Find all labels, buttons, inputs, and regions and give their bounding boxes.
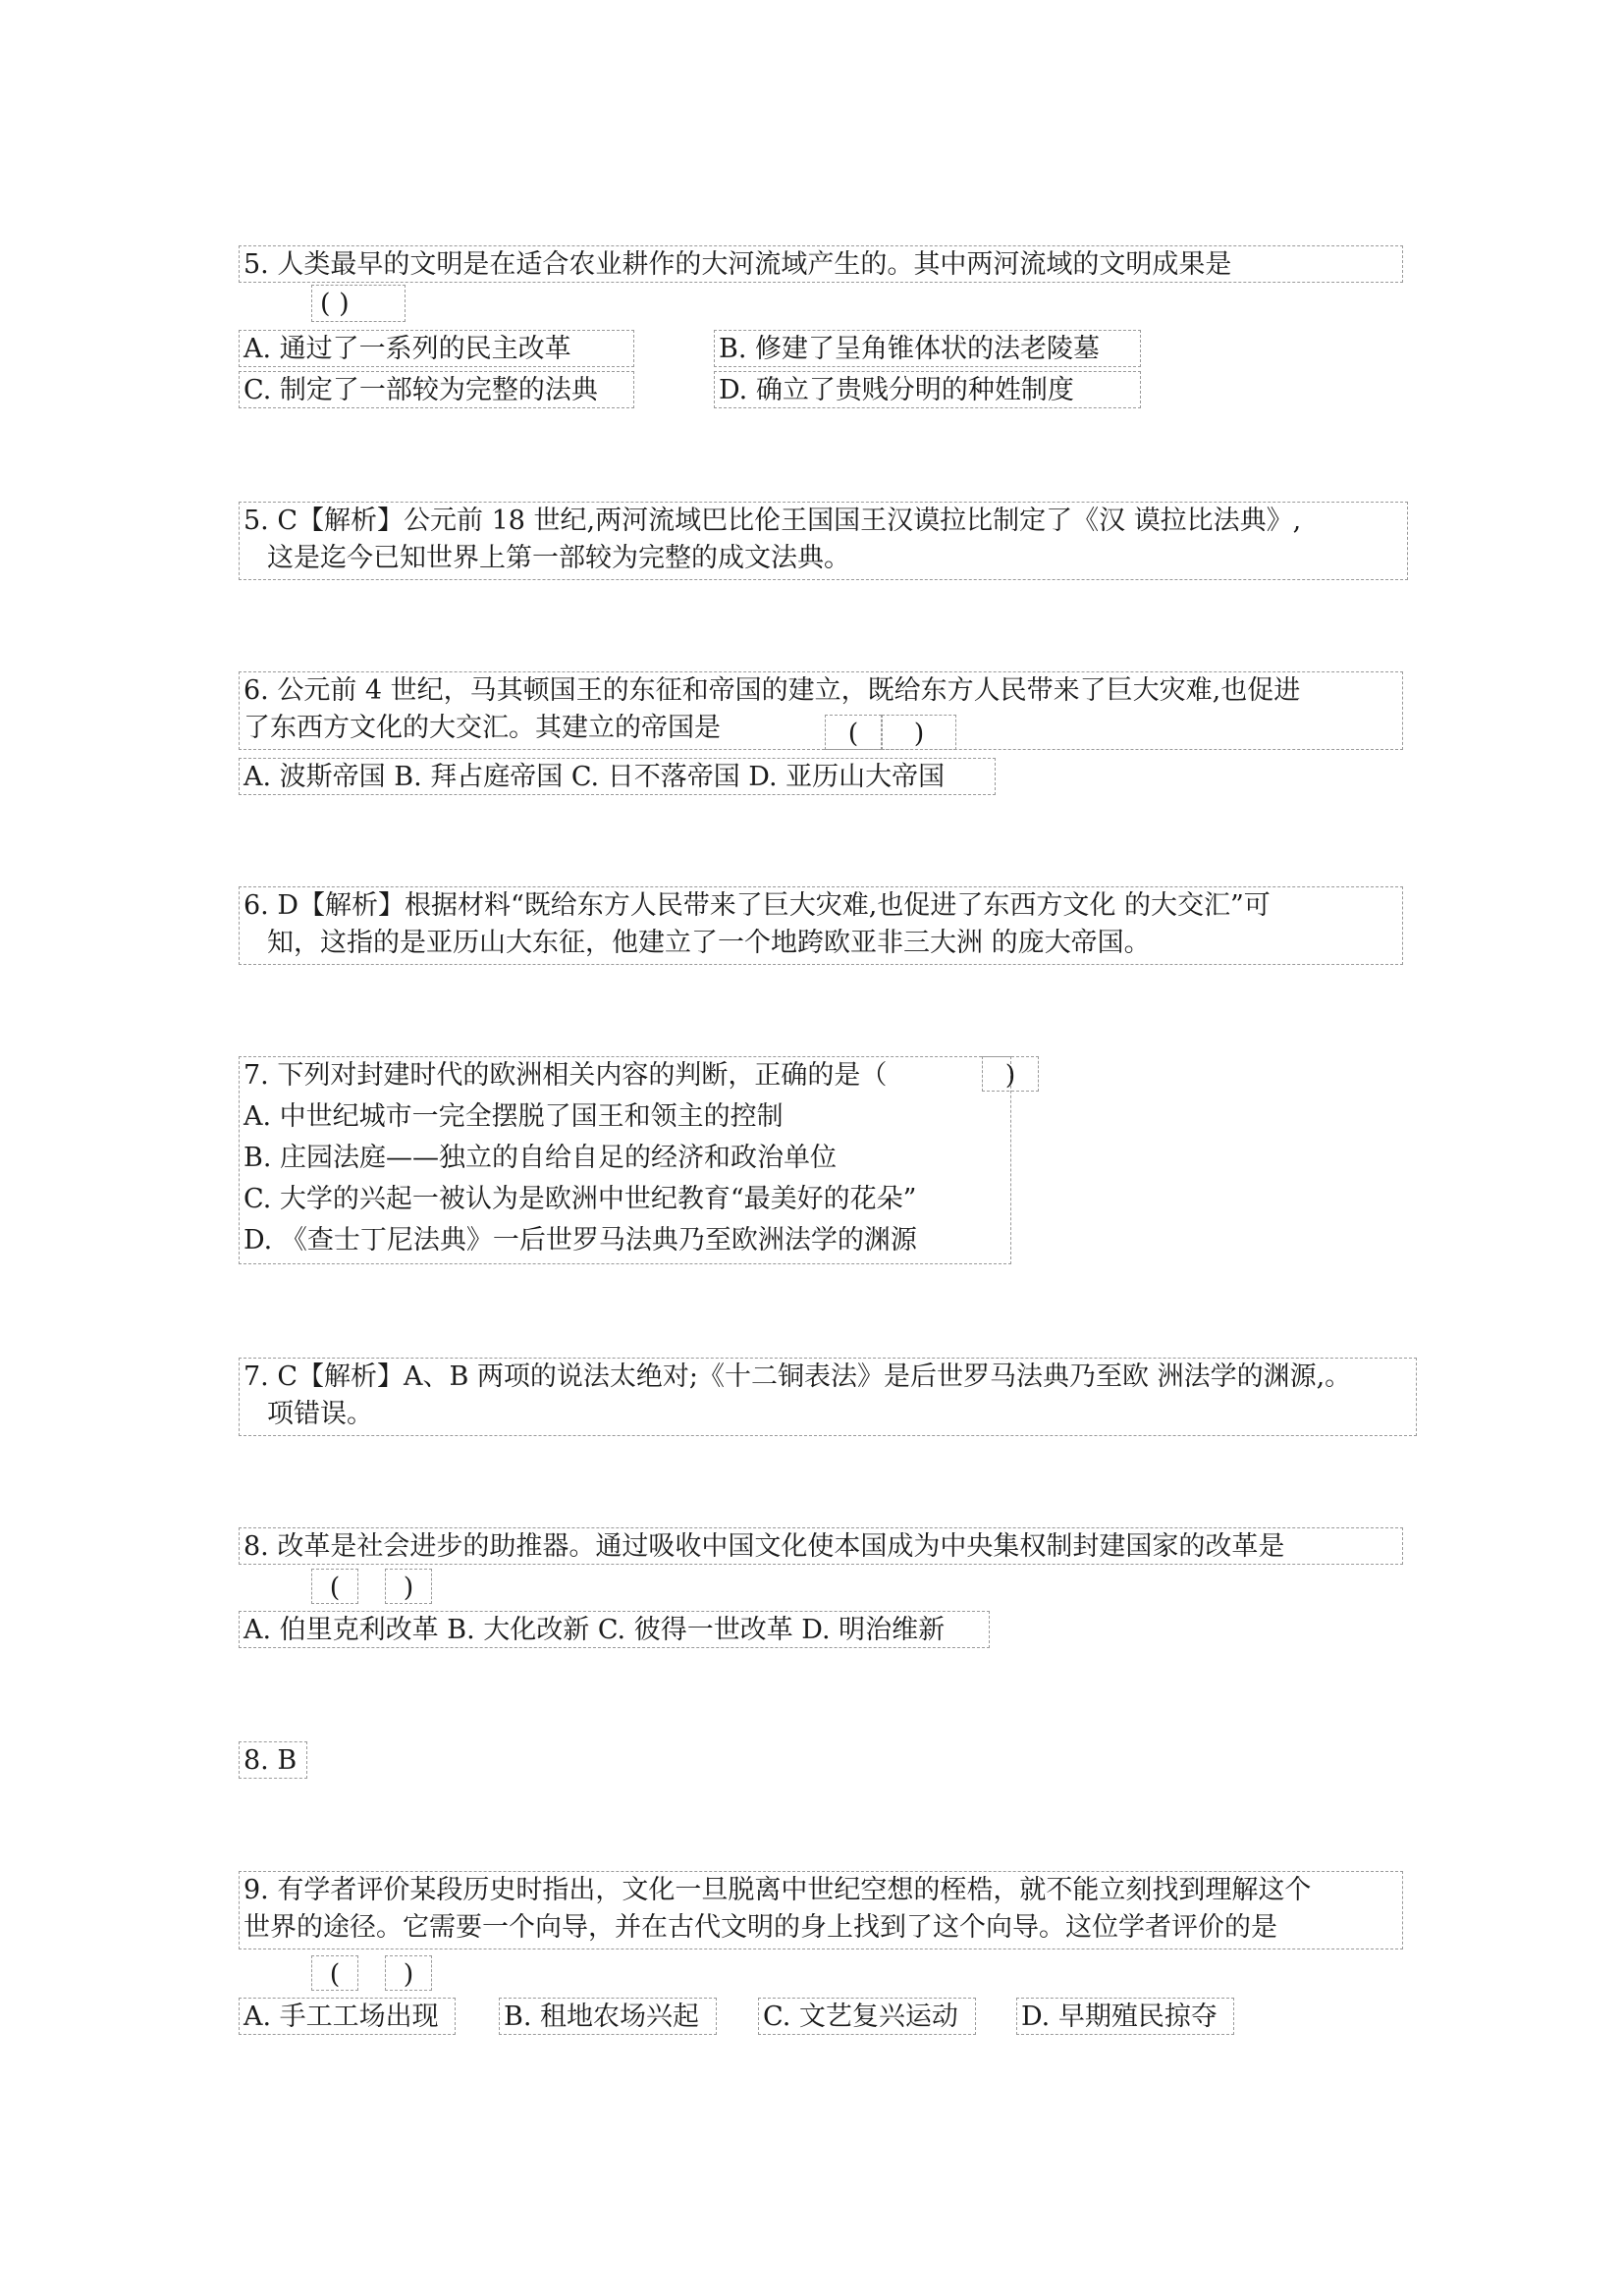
a6-line-1: 6. D【解析】根据材料“既给东方人民带来了巨大灾难,也促进了东西方文化 的大交汇”可 [244, 890, 1271, 921]
q7-option-c: C. 大学的兴起一被认为是欧洲中世纪教育“最美好的花朵” [244, 1184, 917, 1214]
q7-option-a: A. 中世纪城市一完全摆脱了国王和领主的控制 [244, 1101, 784, 1132]
q9-option-b: B. 租地农场兴起 [499, 1998, 717, 2035]
q6-options: A. 波斯帝国 B. 拜占庭帝国 C. 日不落帝国 D. 亚历山大帝国 [239, 758, 996, 795]
q9-stem-line-2: 世界的途径。它需要一个向导，并在古代文明的身上找到了这个向导。这位学者评价的是 [244, 1912, 1277, 1943]
q9-option-d: D. 早期殖民掠夺 [1016, 1998, 1234, 2035]
q9-stem [239, 1871, 1403, 1949]
q6-paren-close: ) [882, 715, 956, 750]
a7-line-1: 7. C【解析】A、B 两项的说法太绝对;《十二铜表法》是后世罗马法典乃至欧 洲法学的渊源,。 [244, 1362, 1352, 1392]
q5-stem: 5. 人类最早的文明是在适合农业耕作的大河流域产生的。其中两河流域的文明成果是 [239, 245, 1403, 283]
q6-stem-line-2: 了东西方文化的大交汇。其建立的帝国是 [244, 713, 721, 743]
q9-stem-line-1: 9. 有学者评价某段历史时指出，文化一旦脱离中世纪空想的桎梏，就不能立刻找到理解这个 [244, 1875, 1312, 1905]
q7-stem: 7. 下列对封建时代的欧洲相关内容的判断，正确的是（ [244, 1060, 888, 1091]
q8-options: A. 伯里克利改革 B. 大化改新 C. 彼得一世改革 D. 明治维新 [239, 1611, 990, 1648]
q6-paren-open: ( [825, 715, 882, 750]
q8-stem: 8. 改革是社会进步的助推器。通过吸收中国文化使本国成为中央集权制封建国家的改革是 [239, 1527, 1403, 1565]
q9-option-a: A. 手工工场出现 [239, 1998, 456, 2035]
q9-option-c: C. 文艺复兴运动 [758, 1998, 976, 2035]
q5-option-d: D. 确立了贵贱分明的种姓制度 [714, 371, 1141, 408]
a6-line-2: 知，这指的是亚历山大东征，他建立了一个地跨欧亚非三大洲 的庞大帝国。 [267, 928, 1151, 958]
q6-stem [239, 671, 1403, 750]
a7-explanation [239, 1358, 1417, 1436]
q7-option-b: B. 庄园法庭——独立的自给自足的经济和政治单位 [244, 1143, 838, 1173]
a6-explanation [239, 886, 1403, 965]
q7-paren-close: ) [982, 1056, 1039, 1092]
q9-paren-close: ) [385, 1955, 432, 1991]
q7-question [239, 1056, 1011, 1264]
q8-paren-close: ) [385, 1569, 432, 1604]
q9-paren-open: ( [311, 1955, 358, 1991]
q5-option-b: B. 修建了呈角锥体状的法老陵墓 [714, 330, 1141, 367]
q8-paren-open: ( [311, 1569, 358, 1604]
a5-explanation [239, 502, 1408, 580]
a8-answer: 8. B [239, 1741, 307, 1779]
q5-answer-blank: ( ) [311, 285, 406, 322]
a7-line-2: 项错误。 [267, 1399, 373, 1429]
q7-option-d: D. 《查士丁尼法典》一后世罗马法典乃至欧洲法学的渊源 [244, 1225, 917, 1255]
q5-option-c: C. 制定了一部较为完整的法典 [239, 371, 634, 408]
a5-line-1: 5. C【解析】公元前 18 世纪,两河流域巴比伦王国国王汉谟拉比制定了《汉 谟拉比法典》, [244, 506, 1302, 536]
q6-stem-line-1: 6. 公元前 4 世纪，马其顿国王的东征和帝国的建立，既给东方人民带来了巨大灾难,也促进 [244, 675, 1301, 706]
q5-option-a: A. 通过了一系列的民主改革 [239, 330, 634, 367]
a5-line-2: 这是迄今已知世界上第一部较为完整的成文法典。 [267, 543, 850, 573]
